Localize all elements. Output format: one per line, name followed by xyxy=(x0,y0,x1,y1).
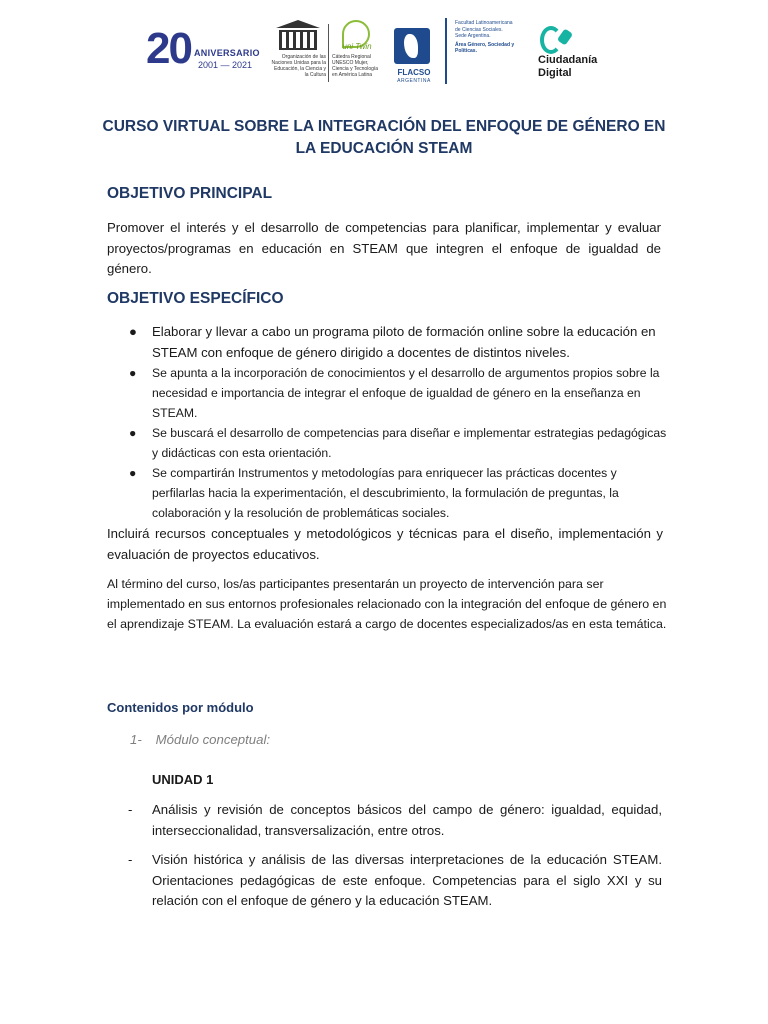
flacso-country: ARGENTINA xyxy=(397,78,431,84)
objetivo-principal-text: Promover el interés y el desarrollo de competencias para planificar, implementar y evaluar proyectos/programas en educación en STEAM que integren el enfoque de igualdad de género. xyxy=(107,220,661,276)
module-title-text: Módulo conceptual: xyxy=(155,732,271,747)
facultad-text-block xyxy=(455,20,515,90)
module-number: 1- xyxy=(130,732,142,747)
header-logos xyxy=(0,14,768,94)
ciudadania-line1: Ciudadanía xyxy=(538,54,598,66)
list-item xyxy=(107,322,667,363)
list-item xyxy=(128,850,662,912)
bullet-icon: ● xyxy=(129,366,137,380)
list-item xyxy=(107,363,667,423)
incluira-text: Incluirá recursos conceptuales y metodológicos y técnicas para el diseño, implementación y evaluación de proyectos educativos. xyxy=(107,526,663,562)
flacso-name: FLACSO xyxy=(397,68,431,77)
ciudadania-line2: Digital xyxy=(538,67,572,79)
unesco-text: Organización de las Naciones Unidas para la Educación, la Ciencia y la Cultura xyxy=(271,54,326,78)
anniversary-label: ANIVERSARIO xyxy=(194,48,260,58)
anniversary-logo xyxy=(146,26,258,78)
list-item-text: Elaborar y llevar a cabo un programa piloto de formación online sobre la educación en STEAM con enfoque de género dirigido a docentes de distintos niveles. xyxy=(152,324,656,360)
bullet-icon: ● xyxy=(129,466,137,480)
contenidos-heading: Contenidos por módulo xyxy=(107,700,254,715)
objetivos-list xyxy=(107,322,667,523)
list-item-text: Análisis y revisión de conceptos básicos del campo de género: igualdad, equidad, interseccionalidad, transversalización, entre otros. xyxy=(152,802,662,838)
list-item xyxy=(128,800,662,841)
unitwin-logo xyxy=(332,20,382,90)
bullet-icon: ● xyxy=(129,324,137,339)
objetivo-principal-heading: OBJETIVO PRINCIPAL xyxy=(107,185,273,202)
flacso-logo xyxy=(394,28,434,90)
logo-divider xyxy=(328,24,329,82)
objetivo-especifico-heading: OBJETIVO ESPECÍFICO xyxy=(107,290,284,307)
list-item-text: Se buscará el desarrollo de competencias para diseñar e implementar estrategias pedagógicas y didácticas con esta orientación. xyxy=(152,426,667,460)
list-item-text: Visión histórica y análisis de las diversas interpretaciones de la educación STEAM. Orientaciones pedagógicas de este enfoque. Competencias para el siglo XXI y su relación con el enfoque de género y la educación STEAM. xyxy=(152,852,662,908)
unesco-temple-icon xyxy=(276,20,320,50)
anniversary-years: 2001 — 2021 xyxy=(198,60,253,70)
unitwin-name: uni Twin xyxy=(342,42,372,51)
module-title xyxy=(130,732,270,747)
document-title: CURSO VIRTUAL SOBRE LA INTEGRACIÓN DEL ENFOQUE DE GÉNERO EN LA EDUCACIÓN STEAM xyxy=(102,118,666,157)
unidad-heading: UNIDAD 1 xyxy=(152,772,214,787)
facultad-area: Área Género, Sociedad y Políticas. xyxy=(455,41,515,54)
bullet-icon: ● xyxy=(129,426,137,440)
dash-icon: - xyxy=(128,802,133,817)
unitwin-text: Cátedra Regional UNESCO Mujer, Ciencia y Tecnología en América Latina xyxy=(332,54,379,78)
list-item-text: Se apunta a la incorporación de conocimientos y el desarrollo de argumentos propios sobre la necesidad e importancia de integrar el enfoque de igualdad de género en la enseñanza en STEAM. xyxy=(152,366,660,420)
unesco-logo xyxy=(270,20,326,90)
list-item xyxy=(107,463,667,523)
anniversary-number: 20 xyxy=(146,24,191,73)
list-item-text: Se compartirán Instrumentos y metodologías para enriquecer las prácticas docentes y perfilarlas hacia la experimentación, el descubrimiento, la formulación de preguntas, la colaboración y la resolución de problemáticas sociales. xyxy=(152,466,619,520)
al-termino-text: Al término del curso, los/as participantes presentarán un proyecto de intervención para ser implementado en sus entornos profesionales relacionado con la integración del enfoque de género en el aprendizaje STEAM. La evaluación estará a cargo de docentes especializados/as en esta temática. xyxy=(107,577,667,631)
dash-icon: - xyxy=(128,852,133,867)
ciudadania-digital-logo xyxy=(538,24,628,84)
facultad-text: Facultad Latinoamericana de Ciencias Sociales. Sede Argentina. xyxy=(455,20,513,39)
americas-map-icon xyxy=(394,28,430,64)
list-item xyxy=(107,423,667,463)
logo-divider xyxy=(445,18,447,84)
